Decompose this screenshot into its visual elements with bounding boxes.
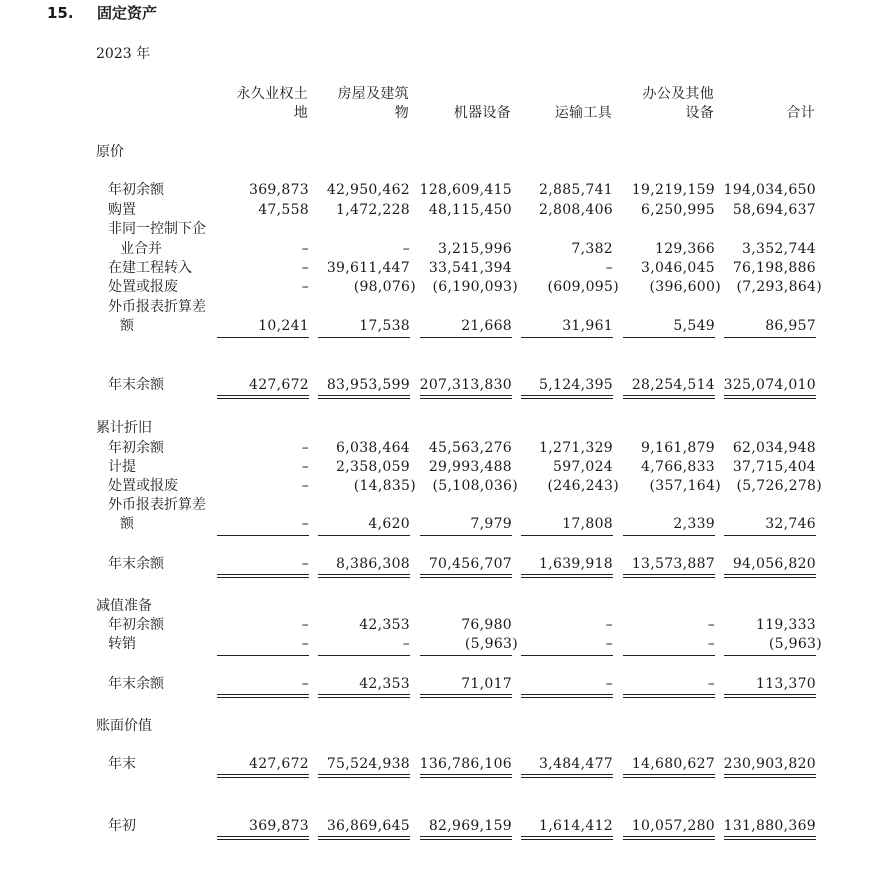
group-cost-label: 原价 xyxy=(96,144,124,160)
row-label: 在建工程转入 xyxy=(108,260,192,276)
group-depreciation-label: 累计折旧 xyxy=(96,420,152,436)
cell-machinery: (5,963) xyxy=(464,636,518,652)
cell-total: 119,333 xyxy=(756,617,816,633)
cell-vehicles: – xyxy=(605,260,613,276)
col-header-buildings-line2: 物 xyxy=(394,105,409,121)
cell-office: (357,164) xyxy=(649,478,721,494)
cell-buildings: (98,076) xyxy=(353,279,416,295)
col-header-land-line2: 地 xyxy=(293,105,308,121)
cell-machinery: 3,215,996 xyxy=(438,241,512,257)
cell-total: 94,056,820 xyxy=(732,556,816,572)
cell-total: 3,352,744 xyxy=(742,241,816,257)
double-underline-total xyxy=(724,694,816,698)
cell-office: 2,339 xyxy=(673,516,715,532)
cell-vehicles: 3,484,477 xyxy=(539,756,613,772)
cell-machinery: 21,668 xyxy=(461,318,512,334)
row-label: 年初余额 xyxy=(108,617,164,633)
underline-office xyxy=(623,535,715,536)
double-underline-office xyxy=(623,836,715,840)
underline-total xyxy=(724,655,816,656)
row-label: 年末余额 xyxy=(108,377,164,393)
cell-office: – xyxy=(707,636,715,652)
cell-total: 62,034,948 xyxy=(732,440,816,456)
cell-vehicles: 17,808 xyxy=(562,516,613,532)
double-underline-buildings xyxy=(318,836,410,840)
double-underline-total xyxy=(724,395,816,399)
col-header-land-line1: 永久业权土 xyxy=(236,86,308,102)
cell-land: – xyxy=(301,676,309,692)
cell-machinery: 48,115,450 xyxy=(428,202,512,218)
cell-land: – xyxy=(301,556,309,572)
row-label: 年末余额 xyxy=(108,556,164,572)
double-underline-office xyxy=(623,774,715,778)
cell-machinery: 136,786,106 xyxy=(419,756,512,772)
cell-total: 76,198,886 xyxy=(732,260,816,276)
cell-buildings: 83,953,599 xyxy=(326,377,410,393)
cell-office: 9,161,879 xyxy=(641,440,715,456)
cell-land: 427,672 xyxy=(249,377,309,393)
col-header-vehicles: 运输工具 xyxy=(554,105,612,121)
cell-buildings: 75,524,938 xyxy=(326,756,410,772)
cell-land: – xyxy=(301,617,309,633)
cell-land: 369,873 xyxy=(249,818,309,834)
cell-land: – xyxy=(301,260,309,276)
cell-buildings: 39,611,447 xyxy=(326,260,410,276)
cell-buildings: – xyxy=(402,241,410,257)
cell-total: (7,293,864) xyxy=(736,279,822,295)
double-underline-land xyxy=(217,774,309,778)
cell-machinery: 207,313,830 xyxy=(419,377,512,393)
cell-machinery: (5,108,036) xyxy=(432,478,518,494)
cell-total: 113,370 xyxy=(756,676,816,692)
cell-buildings: 4,620 xyxy=(368,516,410,532)
cell-total: 37,715,404 xyxy=(732,459,816,475)
underline-machinery xyxy=(420,655,512,656)
double-underline-machinery xyxy=(420,836,512,840)
cell-land: – xyxy=(301,459,309,475)
cell-office: – xyxy=(707,617,715,633)
double-underline-office xyxy=(623,574,715,578)
col-header-total: 合计 xyxy=(786,105,815,121)
underline-land xyxy=(217,337,309,338)
cell-land: – xyxy=(301,279,309,295)
double-underline-machinery xyxy=(420,574,512,578)
double-underline-total xyxy=(724,836,816,840)
cell-buildings: 17,538 xyxy=(359,318,410,334)
cell-office: 10,057,280 xyxy=(631,818,715,834)
underline-vehicles xyxy=(521,535,613,536)
underline-land xyxy=(217,655,309,656)
cell-buildings: 42,353 xyxy=(359,617,410,633)
cell-office: 4,766,833 xyxy=(641,459,715,475)
cell-buildings: 42,950,462 xyxy=(326,182,410,198)
cell-total: (5,963) xyxy=(768,636,822,652)
cell-office: 14,680,627 xyxy=(631,756,715,772)
double-underline-buildings xyxy=(318,395,410,399)
cell-buildings: 42,353 xyxy=(359,676,410,692)
cell-land: – xyxy=(301,636,309,652)
cell-land: – xyxy=(301,440,309,456)
group-impairment-label: 减值准备 xyxy=(96,598,152,614)
cell-buildings: – xyxy=(402,636,410,652)
row-label: 外币报表折算差 xyxy=(108,497,206,513)
cell-buildings: 1,472,228 xyxy=(336,202,410,218)
cell-machinery: 70,456,707 xyxy=(428,556,512,572)
cell-buildings: 36,869,645 xyxy=(326,818,410,834)
double-underline-office xyxy=(623,694,715,698)
row-label: 业合并 xyxy=(120,241,162,257)
cell-machinery: 29,993,488 xyxy=(428,459,512,475)
col-header-machinery: 机器设备 xyxy=(453,105,511,121)
cell-office: 3,046,045 xyxy=(641,260,715,276)
cell-machinery: 128,609,415 xyxy=(419,182,512,198)
underline-vehicles xyxy=(521,655,613,656)
double-underline-office xyxy=(623,395,715,399)
cell-vehicles: 31,961 xyxy=(562,318,613,334)
double-underline-machinery xyxy=(420,395,512,399)
cell-vehicles: – xyxy=(605,676,613,692)
cell-land: – xyxy=(301,478,309,494)
cell-office: 5,549 xyxy=(673,318,715,334)
row-label: 非同一控制下企 xyxy=(108,221,206,237)
cell-vehicles: – xyxy=(605,617,613,633)
underline-buildings xyxy=(318,337,410,338)
cell-vehicles: – xyxy=(605,636,613,652)
row-label: 处置或报废 xyxy=(108,279,178,295)
underline-machinery xyxy=(420,337,512,338)
cell-machinery: 7,979 xyxy=(470,516,512,532)
cell-vehicles: 2,808,406 xyxy=(539,202,613,218)
double-underline-vehicles xyxy=(521,395,613,399)
underline-vehicles xyxy=(521,337,613,338)
double-underline-land xyxy=(217,836,309,840)
underline-buildings xyxy=(318,655,410,656)
col-header-buildings-line1: 房屋及建筑 xyxy=(337,86,409,102)
cell-total: (5,726,278) xyxy=(736,478,822,494)
cell-total: 194,034,650 xyxy=(723,182,816,198)
cell-vehicles: (246,243) xyxy=(547,478,619,494)
row-label: 额 xyxy=(120,318,134,334)
row-label: 处置或报废 xyxy=(108,478,178,494)
section-number: 15. xyxy=(47,4,74,22)
cell-buildings: 8,386,308 xyxy=(336,556,410,572)
cell-office: 6,250,995 xyxy=(641,202,715,218)
row-label: 年初 xyxy=(108,818,136,834)
cell-office: 19,219,159 xyxy=(631,182,715,198)
group-book-value-label: 账面价值 xyxy=(96,718,152,734)
underline-land xyxy=(217,535,309,536)
double-underline-vehicles xyxy=(521,836,613,840)
cell-total: 230,903,820 xyxy=(723,756,816,772)
cell-vehicles: 5,124,395 xyxy=(539,377,613,393)
cell-vehicles: 597,024 xyxy=(553,459,613,475)
underline-office xyxy=(623,655,715,656)
section-title: 固定资产 xyxy=(97,4,158,22)
cell-buildings: (14,835) xyxy=(353,478,416,494)
double-underline-land xyxy=(217,395,309,399)
row-label: 年末 xyxy=(108,756,136,772)
row-label: 转销 xyxy=(108,636,136,652)
underline-machinery xyxy=(420,535,512,536)
cell-office: 13,573,887 xyxy=(631,556,715,572)
double-underline-total xyxy=(724,574,816,578)
cell-vehicles: 2,885,741 xyxy=(539,182,613,198)
cell-total: 325,074,010 xyxy=(723,377,816,393)
cell-land: – xyxy=(301,516,309,532)
row-label: 年末余额 xyxy=(108,676,164,692)
row-label: 购置 xyxy=(108,202,136,218)
row-label: 计提 xyxy=(108,459,136,475)
cell-land: 10,241 xyxy=(258,318,309,334)
cell-land: 47,558 xyxy=(258,202,309,218)
row-label: 外币报表折算差 xyxy=(108,299,206,315)
col-header-office-line1: 办公及其他 xyxy=(642,86,714,102)
cell-total: 86,957 xyxy=(765,318,816,334)
cell-machinery: 33,541,394 xyxy=(428,260,512,276)
cell-office: 129,366 xyxy=(655,241,715,257)
double-underline-buildings xyxy=(318,574,410,578)
cell-buildings: 2,358,059 xyxy=(336,459,410,475)
cell-total: 58,694,637 xyxy=(732,202,816,218)
cell-machinery: 45,563,276 xyxy=(428,440,512,456)
underline-buildings xyxy=(318,535,410,536)
cell-machinery: (6,190,093) xyxy=(432,279,518,295)
underline-total xyxy=(724,337,816,338)
underline-total xyxy=(724,535,816,536)
underline-office xyxy=(623,337,715,338)
double-underline-total xyxy=(724,774,816,778)
cell-total: 131,880,369 xyxy=(723,818,816,834)
cell-land: 427,672 xyxy=(249,756,309,772)
double-underline-vehicles xyxy=(521,574,613,578)
cell-vehicles: 1,271,329 xyxy=(539,440,613,456)
double-underline-vehicles xyxy=(521,694,613,698)
cell-office: – xyxy=(707,676,715,692)
cell-office: 28,254,514 xyxy=(631,377,715,393)
double-underline-buildings xyxy=(318,694,410,698)
row-label: 年初余额 xyxy=(108,440,164,456)
double-underline-machinery xyxy=(420,774,512,778)
cell-machinery: 82,969,159 xyxy=(428,818,512,834)
cell-vehicles: 7,382 xyxy=(571,241,613,257)
double-underline-vehicles xyxy=(521,774,613,778)
year-label: 2023 年 xyxy=(96,46,151,62)
double-underline-machinery xyxy=(420,694,512,698)
cell-vehicles: 1,639,918 xyxy=(539,556,613,572)
cell-machinery: 76,980 xyxy=(461,617,512,633)
cell-vehicles: (609,095) xyxy=(547,279,619,295)
cell-buildings: 6,038,464 xyxy=(336,440,410,456)
cell-total: 32,746 xyxy=(765,516,816,532)
double-underline-land xyxy=(217,574,309,578)
cell-land: 369,873 xyxy=(249,182,309,198)
cell-land: – xyxy=(301,241,309,257)
double-underline-buildings xyxy=(318,774,410,778)
cell-machinery: 71,017 xyxy=(461,676,512,692)
row-label: 年初余额 xyxy=(108,182,164,198)
col-header-office-line2: 设备 xyxy=(685,105,714,121)
cell-office: (396,600) xyxy=(649,279,721,295)
cell-vehicles: 1,614,412 xyxy=(539,818,613,834)
row-label: 额 xyxy=(120,516,134,532)
double-underline-land xyxy=(217,694,309,698)
